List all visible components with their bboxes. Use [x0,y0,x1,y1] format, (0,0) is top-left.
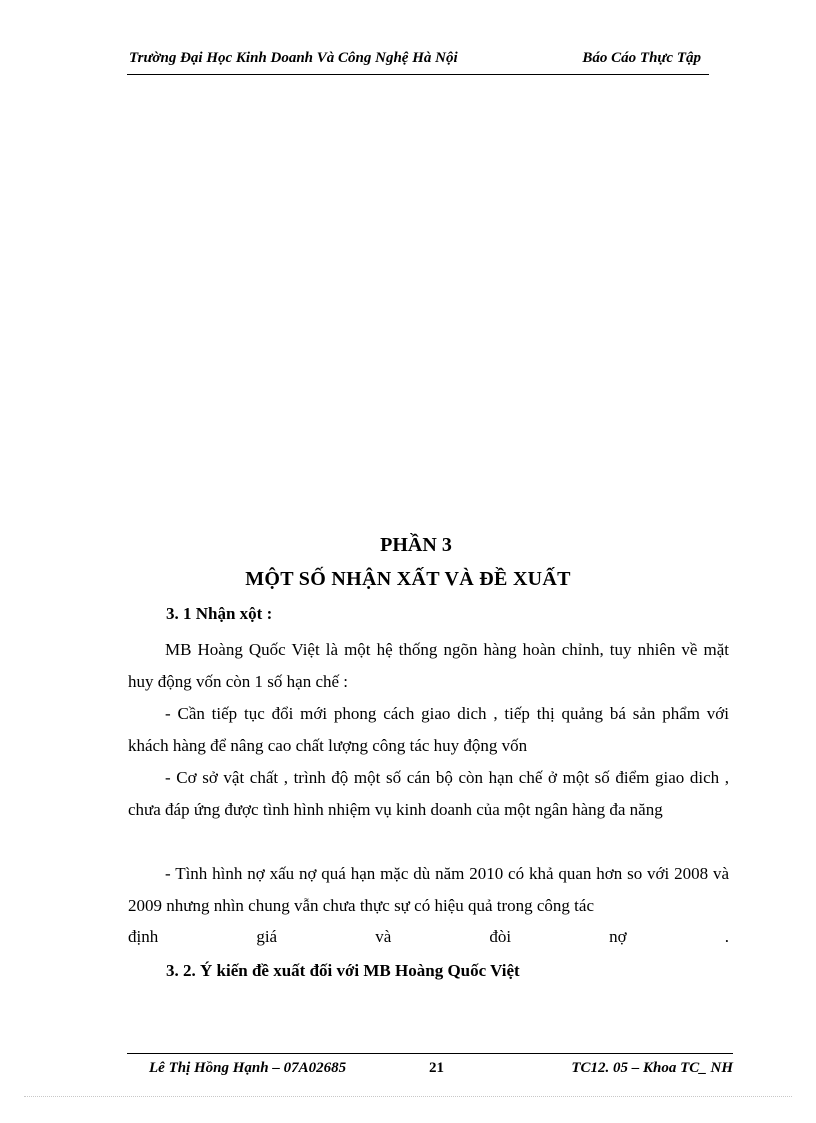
part-title: PHẦN 3 [380,534,452,556]
paragraph-point-3 [128,858,729,953]
page-footer [127,1053,733,1082]
page-header [127,48,709,75]
paragraph-point-3-text: - Tình hình nợ xấu nợ quá hạn mặc dù năm 2010 có khả quan hơn so với 2008 và 2009 nhưng nhìn chung vẫn chưa thực sự có hiệu quả trong công tác [128,864,729,915]
section-heading-3-2: 3. 2. Ý kiến đề xuất đối với MB Hoàng Quốc Việt [166,961,520,980]
footer-author: Lê Thị Hồng Hạnh – 07A02685 [149,1060,347,1076]
header-school-name: Trường Đại Học Kinh Doanh Và Công Nghệ Hà Nội [129,50,458,66]
footer-class: TC12. 05 – Khoa TC_ NH [571,1060,733,1076]
paragraph-point-2: - Cơ sở vật chất , trình độ một số cán bộ còn hạn chế ở một số điểm giao dich , chưa đáp ứng được tình hình nhiệm vụ kinh doanh của một ngân hàng đa năng [128,768,729,819]
chapter-title: MỘT SỐ NHẬN XẤT VÀ ĐỀ XUẤT [245,568,571,590]
section-heading-3-1: 3. 1 Nhận xột : [166,604,273,623]
page-number: 21 [429,1060,444,1076]
paragraph-intro: MB Hoàng Quốc Việt là một hệ thống ngõn hàng hoàn chỉnh, tuy nhiên về mặt huy động vốn còn 1 số hạn chế : [128,640,729,691]
paragraph-point-1: - Cần tiếp tục đổi mới phong cách giao dich , tiếp thị quảng bá sản phẩm với khách hàng để nâng cao chất lượng công tác huy động vốn [128,704,729,755]
page-bottom-divider [24,1096,792,1097]
header-report-title: Báo Cáo Thực Tập [582,50,701,66]
paragraph-point-3-last-line: định giá và đòi nợ . [128,927,729,946]
